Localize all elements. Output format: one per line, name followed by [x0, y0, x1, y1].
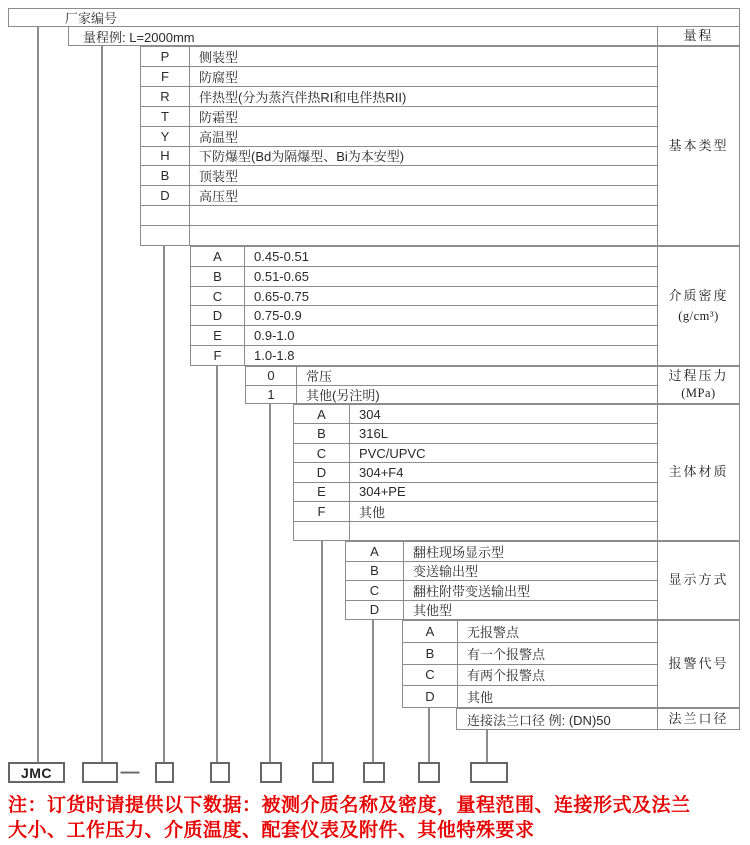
body-material-category-text: 主体材质: [668, 464, 729, 480]
code-cell: F: [294, 502, 350, 520]
desc-cell: 无报警点: [467, 624, 520, 640]
table-row: [191, 266, 657, 286]
range-example-cell: [68, 26, 658, 46]
range-category-label: [657, 26, 740, 46]
model-code-box-display: [363, 762, 385, 783]
code-cell: D: [403, 686, 458, 707]
desc-cell: 下防爆型(Bd为隔爆型、Bi为本安型): [199, 149, 405, 165]
body-material-table: [293, 404, 658, 541]
desc-cell: [190, 206, 657, 225]
table-row: [346, 561, 657, 581]
display-mode-category-text: 显示方式: [668, 572, 729, 588]
flange-size-cell: [456, 708, 658, 730]
model-prefix-text: JMC: [20, 764, 53, 781]
desc-cell: 0.45-0.51: [254, 248, 309, 264]
connector-line-manufacturer: [37, 27, 39, 763]
table-row: [141, 185, 657, 205]
model-code-box-pressure: [260, 762, 282, 783]
connector-line-alarm: [428, 708, 430, 763]
table-row: [403, 664, 657, 686]
desc-cell: 防霜型: [199, 109, 239, 125]
desc-cell: [350, 522, 657, 540]
code-cell: D: [141, 186, 190, 205]
ordering-note: [8, 793, 748, 843]
table-row: [294, 405, 657, 423]
table-row: [403, 685, 657, 707]
basic-type-table: [140, 46, 658, 246]
code-cell: H: [141, 147, 190, 166]
desc-cell: 伴热型(分为蒸汽伴热RI和电伴热RII): [199, 89, 407, 105]
desc-cell: PVC/UPVC: [359, 445, 426, 461]
connector-line-flange: [486, 730, 488, 763]
code-cell: D: [346, 601, 404, 620]
desc-cell: 高压型: [199, 189, 239, 205]
desc-cell: 其他(另注明): [306, 387, 380, 403]
medium-density-category-label: [657, 246, 740, 366]
table-row: [191, 247, 657, 266]
desc-cell: 其他: [359, 504, 386, 520]
manufacturer-number-label: 厂家编号: [65, 11, 118, 26]
desc-cell: 0.51-0.65: [254, 268, 309, 284]
desc-cell: 翻柱现场显示型: [413, 544, 505, 560]
medium-density-table: [190, 246, 658, 366]
desc-cell: 防腐型: [199, 69, 239, 85]
code-cell: A: [403, 621, 458, 642]
model-code-box-range: [82, 762, 118, 783]
medium-density-unit-text: (g/cm³): [678, 309, 719, 324]
table-row: [346, 542, 657, 561]
desc-cell: 其他: [467, 690, 494, 706]
process-pressure-unit-text: (MPa): [681, 386, 716, 401]
code-cell: D: [294, 463, 350, 481]
desc-cell: 有两个报警点: [467, 668, 546, 684]
code-cell: B: [346, 562, 404, 581]
desc-cell: 侧装型: [199, 49, 239, 65]
code-cell: 1: [246, 386, 297, 404]
table-row: [141, 205, 657, 225]
code-cell: [141, 206, 190, 225]
body-material-category-label: [657, 404, 740, 541]
desc-cell: 1.0-1.8: [254, 348, 295, 364]
code-cell: B: [191, 267, 245, 286]
ordering-note-line1: 注：订货时请提供以下数据：被测介质名称及密度，量程范围、连接形式及法兰: [8, 795, 691, 816]
ordering-note-line2: 大小、工作压力、介质温度、配套仪表及附件、其他特殊要求: [8, 820, 535, 841]
medium-density-category-text: 介质密度: [668, 287, 729, 303]
connector-line-display: [372, 620, 374, 763]
table-row: [141, 146, 657, 166]
model-prefix-box: [8, 762, 65, 783]
desc-cell: 304+PE: [359, 484, 406, 500]
alarm-code-table: [402, 620, 658, 708]
table-row: [191, 345, 657, 365]
table-row: [141, 66, 657, 86]
code-cell: C: [294, 444, 350, 462]
code-cell: F: [141, 67, 190, 86]
table-row: [294, 501, 657, 520]
table-row: [294, 482, 657, 501]
code-cell: Y: [141, 127, 190, 146]
code-cell: A: [191, 247, 245, 266]
range-example-text: 量程例: L=2000mm: [83, 29, 195, 45]
table-row: [294, 443, 657, 462]
connector-line-basic-type: [163, 246, 165, 763]
code-cell: E: [294, 483, 350, 501]
desc-cell: 316L: [359, 426, 388, 442]
range-category-text: 量程: [683, 27, 714, 43]
code-cell: F: [191, 346, 245, 365]
model-code-box-density: [210, 762, 230, 783]
connector-line-density: [216, 366, 218, 763]
desc-cell: 304+F4: [359, 464, 404, 480]
process-pressure-category-text: 过程压力: [668, 368, 729, 384]
code-cell: D: [191, 306, 245, 325]
table-row: [403, 621, 657, 642]
code-cell: C: [191, 287, 245, 306]
display-mode-table: [345, 541, 658, 620]
code-cell: A: [294, 405, 350, 423]
code-cell: B: [141, 166, 190, 185]
table-row: [294, 462, 657, 481]
table-row: [346, 580, 657, 600]
desc-cell: 有一个报警点: [467, 646, 546, 662]
code-cell: T: [141, 107, 190, 126]
desc-cell: 0.9-1.0: [254, 328, 295, 344]
code-cell: [141, 226, 190, 245]
process-pressure-table: [245, 366, 658, 404]
dash-glyph: —: [120, 761, 140, 783]
table-row: [141, 47, 657, 66]
table-row: [141, 225, 657, 245]
alarm-code-category-label: [657, 620, 740, 708]
table-row: [191, 286, 657, 306]
code-cell: C: [346, 581, 404, 600]
display-mode-category-label: [657, 541, 740, 620]
code-cell: B: [294, 424, 350, 442]
table-row: [403, 642, 657, 664]
code-cell: R: [141, 87, 190, 106]
desc-cell: 变送输出型: [413, 564, 479, 580]
code-cell: [294, 522, 350, 540]
code-cell: E: [191, 326, 245, 345]
desc-cell: 0.75-0.9: [254, 308, 302, 324]
desc-cell: 顶装型: [199, 169, 239, 185]
table-row: [246, 367, 657, 385]
desc-cell: 翻柱附带变送输出型: [413, 583, 531, 599]
table-row: [294, 423, 657, 442]
connector-line-pressure: [269, 404, 271, 763]
model-code-box-material: [312, 762, 334, 783]
model-code-box-basic-type: [155, 762, 174, 783]
connector-line-material: [321, 541, 323, 763]
code-cell: B: [403, 643, 458, 664]
code-cell: 0: [246, 367, 297, 385]
code-cell: A: [346, 542, 404, 561]
dash-separator: [119, 762, 141, 783]
table-row: [346, 600, 657, 620]
desc-cell: 常压: [306, 369, 333, 385]
flange-size-category-text: 法兰口径: [668, 710, 729, 726]
table-row: [191, 325, 657, 345]
desc-cell: 高温型: [199, 129, 239, 145]
process-pressure-category-label: [657, 366, 740, 404]
basic-type-category-text: 基本类型: [668, 137, 729, 153]
desc-cell: 其他型: [413, 603, 453, 619]
table-row: [141, 106, 657, 126]
desc-cell: 304: [359, 406, 381, 422]
manufacturer-number-cell: [8, 8, 740, 27]
flange-size-category-label: [657, 708, 740, 730]
model-code-box-flange: [470, 762, 508, 783]
alarm-code-category-text: 报警代号: [668, 655, 729, 671]
table-row: [246, 385, 657, 404]
code-cell: P: [141, 47, 190, 66]
connector-line-range: [101, 46, 103, 763]
table-row: [141, 165, 657, 185]
desc-cell: 0.65-0.75: [254, 288, 309, 304]
table-row: [141, 126, 657, 146]
table-row: [294, 521, 657, 540]
desc-cell: [190, 226, 657, 245]
flange-size-text: 连接法兰口径 例: (DN)50: [467, 712, 611, 728]
table-row: [141, 86, 657, 106]
basic-type-category-label: [657, 46, 740, 246]
model-code-box-alarm: [418, 762, 440, 783]
code-cell: C: [403, 665, 458, 686]
table-row: [191, 305, 657, 325]
